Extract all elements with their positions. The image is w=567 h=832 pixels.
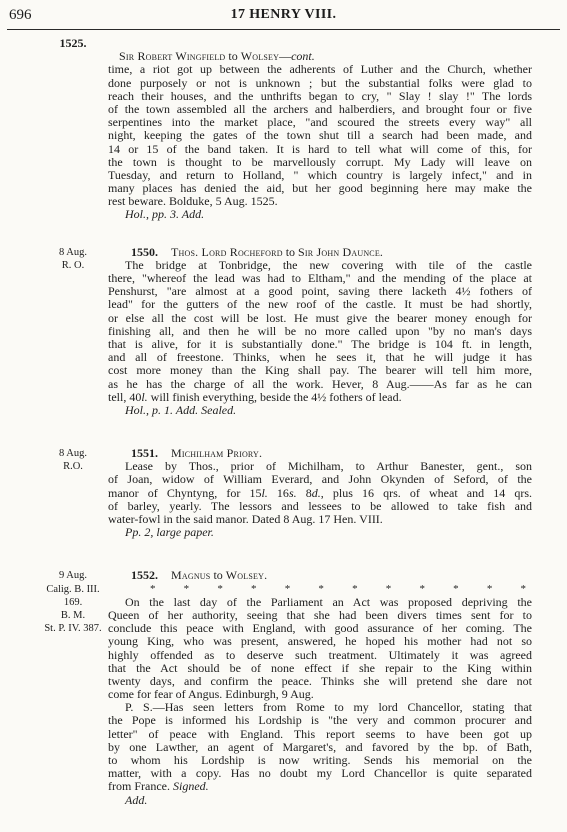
- margin-note: 8 Aug.: [58, 246, 87, 258]
- text-line: of the town assembled all the archers and halberdiers, and brought four or five: [108, 101, 532, 116]
- text-line: of Joan, widow of William Everard, and John Okynden of Seford, of the: [108, 472, 532, 487]
- text-line: Penshurst, "are almost at a good point, saving there lacketh 4½ fothers of: [108, 284, 532, 299]
- margin-note: 169.: [63, 596, 83, 608]
- text-run: to: [282, 244, 299, 259]
- small-caps-run: Sir Robert Wingfield: [119, 49, 226, 64]
- text-line: young King, who was present, answered, he hoped his mother had not so: [108, 634, 532, 649]
- text-line: highly offended as to deserve such treatment. Ultimately it was agreed: [108, 647, 532, 662]
- margin-note: Calig. B. III.: [46, 583, 100, 595]
- header-rule: [7, 29, 560, 30]
- text-line: night, keeping the gates of the town shut till a search had been made, and: [108, 128, 532, 143]
- text-line: Queen of her authority, seeing that she had been divers times sent for to: [108, 607, 532, 622]
- text-line: matter, with a copy. Has no doubt my Lord Chancellor is quite separated: [108, 766, 532, 781]
- calendar-entry: [0, 447, 567, 539]
- text-run: to: [225, 49, 241, 64]
- entry-number: 1551.: [131, 446, 158, 461]
- entry-body: [108, 569, 532, 806]
- paragraph: [108, 259, 532, 404]
- text-run: tell, 40: [108, 389, 142, 404]
- text-run: manor of Chyntyng, for 15: [108, 485, 262, 500]
- text-line: Lease by Thos., prior of Michilham, to Arthur Banester, gent., son: [125, 459, 532, 474]
- text-line: lead" for the gutters of the new roof of the castle. It must be had shortly,: [108, 297, 532, 312]
- text-run: from France.: [108, 779, 173, 794]
- text-line: [108, 391, 532, 404]
- text-line: that the Act should be of none effect if she repair to the King within: [108, 660, 532, 675]
- text-line: water-fowl in the said manor. Dated 8 Aug. 17 Hen. VIII.: [108, 512, 383, 526]
- margin-year: 1525.: [59, 36, 87, 50]
- calendar-entry: [0, 37, 567, 222]
- text-run: 8: [296, 485, 312, 500]
- margin-notes: [38, 37, 108, 50]
- calendar-entry: [0, 246, 567, 417]
- italic-run: Signed.: [172, 779, 209, 794]
- text-line: there, "whereof the lead was had to Eltham," and the mending of the place at: [108, 271, 532, 285]
- small-caps-run: Magnus: [171, 568, 211, 583]
- text-line: come for fear of Angus. Edinburgh, 9 Aug.: [108, 687, 314, 702]
- calendar-entry: [0, 569, 567, 806]
- text-line: as he has the charge of all the work. Hever, 8 Aug.——As far as he can: [108, 376, 532, 391]
- small-caps-run: Wolsey: [240, 49, 280, 64]
- text-line: of barley, yearly. The lessors and lessees to be allowed to take fish and: [108, 498, 532, 513]
- text-line: the Pope is informed his Lordship is "the very and common procurer and: [108, 713, 532, 728]
- text-line: The bridge at Tonbridge, the new covering with tile of the castle: [125, 257, 532, 272]
- paragraph: [108, 596, 532, 702]
- text-run: , plus 16 qrs. of wheat and 14 qrs.: [320, 485, 533, 500]
- text-line: time, a riot got up between the adherents of Luther and the Church, whether: [108, 62, 532, 77]
- text-line: cost more money than the King shall pay. The bearer will tell him more,: [108, 363, 532, 378]
- running-title: 17 HENRY VIII.: [230, 7, 337, 22]
- text-run: will finish everything, beside the 4½ fothers of lead.: [147, 389, 402, 404]
- entry-heading: [108, 569, 532, 582]
- text-line: [108, 487, 532, 500]
- running-head: [0, 0, 567, 28]
- margin-note: 8 Aug.: [58, 448, 87, 460]
- margin-note: R. O.: [61, 259, 85, 271]
- text-line: twenty days, and confirm the peace. Thinks she will pretend she dare not: [108, 673, 532, 688]
- small-caps-run: Sir John Daunce.: [298, 244, 384, 259]
- italic-run: l.: [141, 389, 148, 404]
- italic-run: cont.: [291, 49, 315, 64]
- text-line: Tuesday, and return to Holland, " which country is largely infect," and in: [108, 167, 532, 182]
- entry-number: 1552.: [131, 568, 158, 583]
- small-caps-run: Michilham Priory.: [171, 446, 263, 461]
- entry-note: Add.: [125, 792, 148, 807]
- text-run: —: [279, 49, 292, 64]
- text-line: that is alive, for it is substantially done." The bridge is 104 ft. in length,: [108, 336, 532, 351]
- italic-run: l.: [261, 485, 268, 500]
- entry-body: [108, 447, 532, 539]
- text-line: by one Lawther, an agent of Margaret's, and favored by the bp. of Bath,: [108, 739, 532, 754]
- text-line: to whom his Lordship is now writing. Sends his memorial on the: [108, 753, 532, 767]
- small-caps-run: Wolsey.: [225, 568, 268, 583]
- margin-note: 9 Aug.: [58, 570, 87, 582]
- text-line: [108, 780, 532, 793]
- margin-note: R.O.: [63, 461, 83, 473]
- margin-note: St. P. IV. 387.: [44, 623, 102, 635]
- text-line: reach their houses, and the unthrifts began to cry, " Slay ! slay !" The lords: [108, 88, 532, 103]
- text-line: done purposely or not is unknown ; but the substantial folks were glad to: [108, 75, 532, 90]
- entry-note: Pp. 2, large paper.: [125, 525, 214, 540]
- omission-marks: * * * * * * * * * * * *: [150, 582, 526, 595]
- margin-notes: [38, 447, 108, 473]
- entry-note: Hol., pp. 3. Add.: [125, 207, 205, 222]
- page-number: 696: [9, 7, 32, 23]
- paragraph: [108, 460, 532, 526]
- text-line: rest beware. Bolduke, 5 Aug. 1525.: [108, 194, 278, 209]
- text-line: 14 or 15 of the band taken. It is hard to tell what will come of this, for: [108, 141, 532, 156]
- entry-number: 1550.: [131, 244, 158, 259]
- text-line: conclude this peace with England, with good assurance of her coming. The: [108, 621, 532, 636]
- entry-note: Hol., p. 1. Add. Sealed.: [125, 402, 237, 417]
- text-line: serpentines into the market place, "and scoured the streets every way" all: [108, 115, 532, 130]
- entry-body: [108, 37, 532, 222]
- entry-body: [108, 246, 532, 417]
- text-line: P. S.—Has seen letters from Rome to my lord Chancellor, stating that: [125, 700, 532, 715]
- paragraph: [108, 63, 532, 208]
- text-line: letter" of peace with England. This report seems to have been got up: [108, 726, 532, 741]
- text-run: to: [210, 568, 226, 583]
- margin-note: B. M.: [60, 609, 86, 621]
- margin-notes: [38, 246, 108, 272]
- text-line: finishing all, and then he will be no more called upon "by no man's days: [108, 323, 532, 338]
- text-line: the town is thought to be marvellously corrupt. My Lady will leave on: [108, 154, 532, 169]
- paragraph: [108, 701, 532, 793]
- italic-run: d.: [311, 485, 321, 500]
- text-line: and all of freestone. Thinks, when he sees it, that he will judge it has: [108, 350, 532, 365]
- italic-run: s.: [288, 485, 297, 500]
- margin-notes: [38, 569, 108, 635]
- calendar-entries: [0, 37, 567, 807]
- text-line: many places has denied the aid, but her good beginning here may make the: [108, 181, 532, 196]
- text-line: or else all the cost will be lost. He must give the bearer money enough for: [108, 310, 532, 325]
- text-line: On the last day of the Parliament an Act was proposed depriving the: [125, 594, 532, 609]
- entry-heading: [108, 246, 532, 259]
- text-run: 16: [267, 485, 289, 500]
- small-caps-run: Thos. Lord Rocheford: [171, 244, 283, 259]
